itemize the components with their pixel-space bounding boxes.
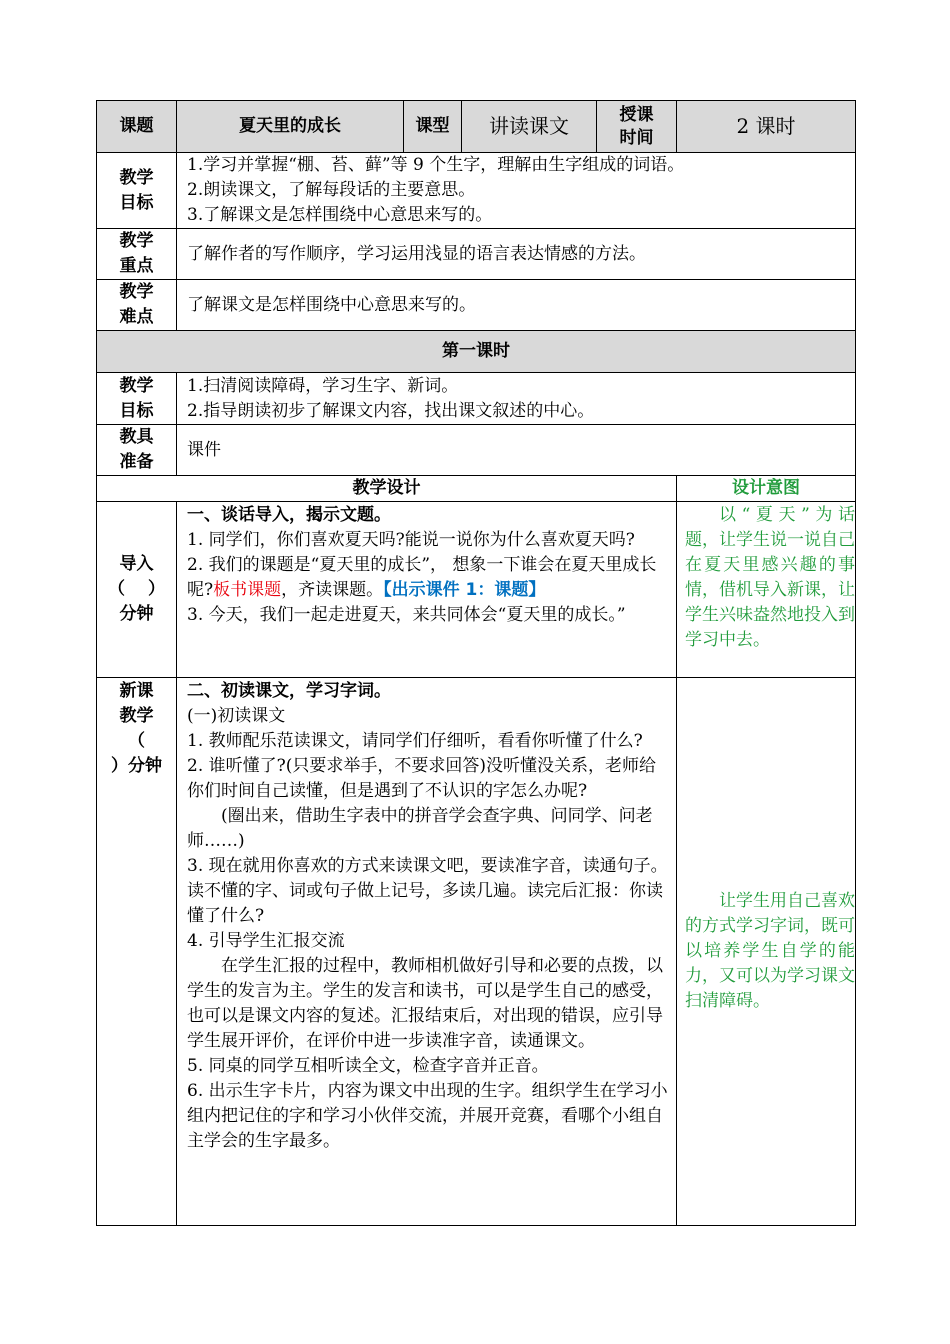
section1-p1: 1. 同学们，你们喜欢夏天吗?能说一说你为什么喜欢夏天吗?	[187, 530, 635, 550]
lesson-plan-table	[96, 100, 856, 1226]
time-label-line2: 时间	[619, 127, 654, 148]
section1-intent: 以“夏天”为话题，让学生说一说自己在夏天里感兴趣的事情，借机导入新课，让学生兴味盎然地投入到学习中去。	[677, 502, 856, 678]
focus-label: 教学 重点	[97, 229, 177, 280]
list-item: (圈出来，借助生字表中的拼音学会查字典、问同学、问老师……)	[187, 806, 653, 851]
section2-label: 新课 教学 （ ）分钟	[97, 678, 177, 1226]
section1-title: 一、谈话导入，揭示文题。	[187, 505, 391, 525]
type-value: 讲读课文	[462, 101, 597, 153]
tools-label: 教具 准备	[97, 425, 177, 476]
section1-label: 导入 （ ） 分钟	[97, 502, 177, 678]
focus-content: 了解作者的写作顺序，学习运用浅显的语言表达情感的方法。	[177, 229, 856, 280]
section2-title: 二、初读课文，学习字词。	[187, 681, 391, 701]
lesson1-goals-row	[97, 373, 856, 425]
list-item: 2. 谁听懂了?(只要求举手，不要求回答)没听懂没关系，老师给你们时间自己读懂，但是遇到了不认识的字怎么办呢?	[187, 756, 657, 801]
courseware-note: 【出示课件 1：课题】	[383, 580, 546, 600]
lesson1-goals-content	[177, 373, 856, 425]
section1-p2: 2. 我们的课题是“夏天里的成长”， 想象一下谁会在夏天里成长呢?板书课题，齐读课题。【出示课件 1：课题】	[187, 555, 657, 600]
topic-label: 课题	[97, 101, 177, 153]
intent-header: 设计意图	[677, 476, 856, 502]
goal-item: 3.了解课文是怎样围绕中心意思来写的。	[187, 205, 493, 225]
focus-row	[97, 229, 856, 280]
difficulty-row	[97, 280, 856, 331]
list-item: 3. 现在就用你喜欢的方式来读课文吧，要读准字音，读通句子。读不懂的字、词或句子做上记号，多读几遍。读完后汇报：你读懂了什么?	[187, 856, 668, 926]
section2-sub: (一)初读课文	[187, 706, 286, 726]
lesson1-goals-label: 教学 目标	[97, 373, 177, 425]
difficulty-label: 教学 难点	[97, 280, 177, 331]
header-row	[97, 101, 856, 153]
type-label: 课型	[404, 101, 462, 153]
section2-intent: 让学生用自己喜欢的方式学习字词，既可以培养学生自学的能力，又可以为学习课文扫清障碍。	[677, 678, 856, 1226]
tools-row	[97, 425, 856, 476]
design-header-row	[97, 476, 856, 502]
lesson-plan-page	[96, 100, 855, 1226]
time-label-line1: 授课	[619, 104, 654, 125]
time-value: 2 课时	[677, 101, 856, 153]
list-item: 1. 教师配乐范读课文，请同学们仔细听，看看你听懂了什么?	[187, 731, 643, 751]
board-topic-note: 板书课题	[213, 580, 282, 600]
goals-label: 教学 目标	[97, 153, 177, 229]
list-item: 在学生汇报的过程中，教师相机做好引导和必要的点拨，以学生的发言为主。学生的发言和读书，可以是学生自己的感受，也可以是课文内容的复述。汇报结束后，对出现的错误，应引导学生展开评价，在评价中进一步读准字音，读通课文。	[187, 956, 663, 1051]
goal-item: 2.朗读课文，了解每段话的主要意思。	[187, 180, 476, 200]
list-item: 5. 同桌的同学互相听读全文，检查字音并正音。	[187, 1056, 549, 1076]
list-item: 6. 出示生字卡片，内容为课文中出现的生字。组织学生在学习小组内把记住的字和学习小伙伴交流，并展开竞赛，看哪个小组自主学会的生字最多。	[187, 1081, 668, 1151]
lesson1-title: 第一课时	[97, 331, 856, 373]
goals-row	[97, 153, 856, 229]
goals-content	[177, 153, 856, 229]
section1-row	[97, 502, 856, 678]
goal-item: 1.学习并掌握“棚、苔、藓”等 9 个生字，理解由生字组成的词语。	[187, 155, 685, 175]
topic-value: 夏天里的成长	[177, 101, 404, 153]
section2-row	[97, 678, 856, 1226]
lesson1-title-row	[97, 331, 856, 373]
section2-content	[177, 678, 677, 1226]
goal-item: 2.指导朗读初步了解课文内容，找出课文叙述的中心。	[187, 400, 595, 421]
goal-item: 1.扫清阅读障碍，学习生字、新词。	[187, 375, 459, 396]
time-label	[597, 101, 677, 153]
section1-p3: 3. 今天，我们一起走进夏天，来共同体会“夏天里的成长。”	[187, 605, 626, 625]
list-item: 4. 引导学生汇报交流	[187, 931, 345, 951]
difficulty-content: 了解课文是怎样围绕中心意思来写的。	[177, 280, 856, 331]
design-header: 教学设计	[97, 476, 677, 502]
section1-content	[177, 502, 677, 678]
tools-content: 课件	[177, 425, 856, 476]
